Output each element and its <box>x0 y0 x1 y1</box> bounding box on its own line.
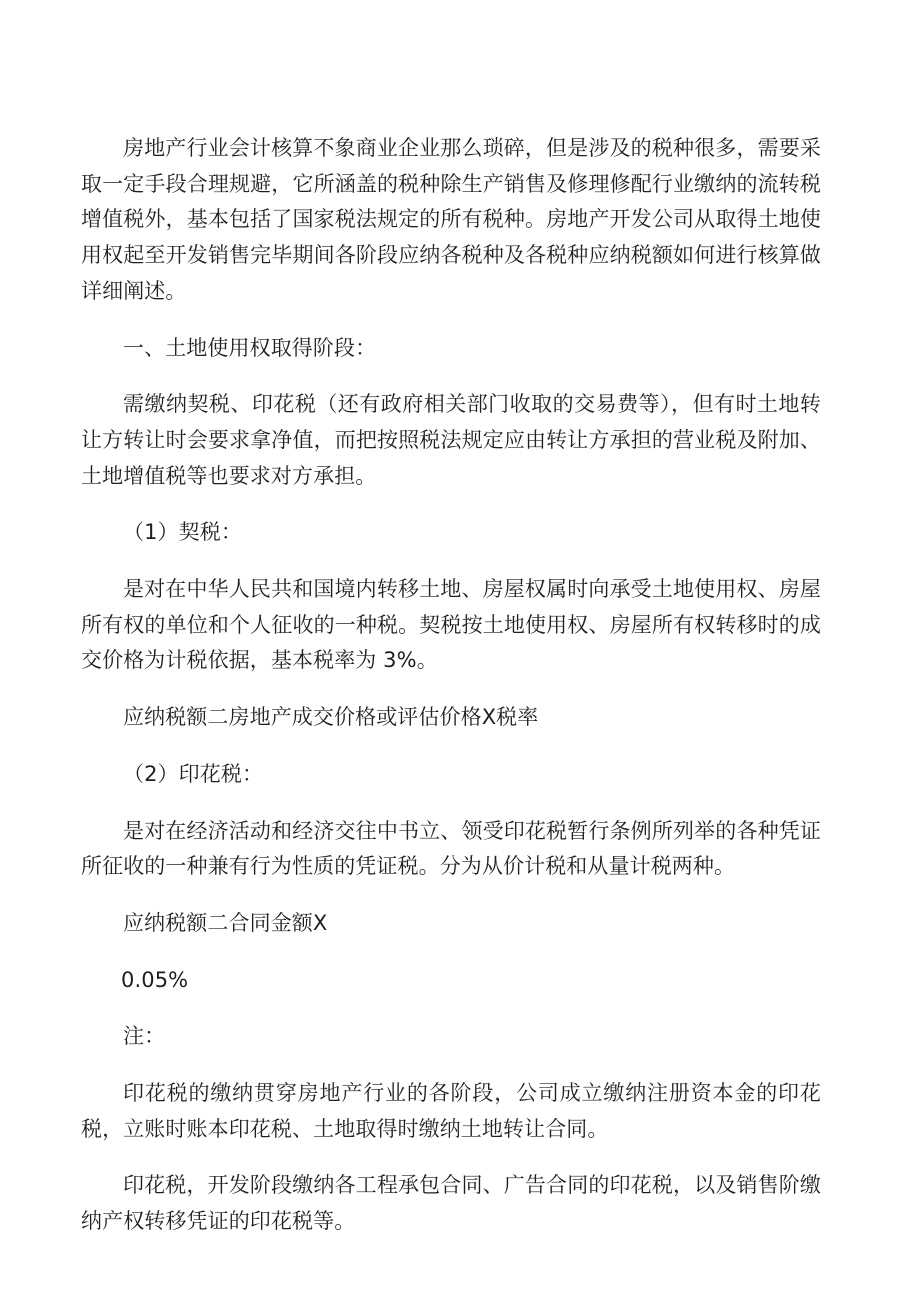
subheading-deed-tax: （1）契税： <box>123 520 242 545</box>
paragraph-taxes-required: 需缴纳契税、印花税（还有政府相关部门收取的交易费等），但有时土地转让方转让时会要求拿净值，而把按照税法规定应由转让方承担的营业税及附加、土地增值税等也要求对方承担。 <box>81 392 821 488</box>
formula-stamp-tax: 应纳税额二合同金额X <box>123 910 328 935</box>
paragraph-stamp-tax-definition: 是对在经济活动和经济交往中书立、领受印花税暂行条例所列举的各种凭证所征收的一种兼有行为性质的凭证税。分为从价计税和从量计税两种。 <box>81 818 821 879</box>
paragraph-stamp-tax-stages: 印花税，开发阶段缴纳各工程承包合同、广告合同的印花税，以及销售阶缴纳产权转移凭证的印花税等。 <box>81 1173 821 1234</box>
paragraph-intro: 房地产行业会计核算不象商业企业那么琐碎，但是涉及的税种很多，需要采取一定手段合理规避，它所涵盖的税种除生产销售及修理修配行业缴纳的流转税增值税外，基本包括了国家税法规定的所有税种。房地产开发公司从取得土地使用权起至开发销售完毕期间各阶段应纳各税种及各税种应纳税额如何进行核算做详细阐述。 <box>81 136 821 303</box>
paragraph-deed-tax-definition: 是对在中华人民共和国境内转移土地、房屋权属时向承受土地使用权、房屋所有权的单位和个人征收的一种税。契税按土地使用权、房屋所有权转移时的成交价格为计税依据，基本税率为 3%。 <box>81 577 821 673</box>
document-body <box>81 131 821 1261</box>
note-label: 注： <box>123 1024 166 1049</box>
section-heading-land-use-right: 一、土地使用权取得阶段： <box>123 335 377 360</box>
subheading-stamp-tax: （2）印花税： <box>123 761 264 786</box>
formula-stamp-tax-rate: 0.05% <box>121 967 189 992</box>
paragraph-stamp-tax-note: 印花税的缴纳贯穿房地产行业的各阶段，公司成立缴纳注册资本金的印花税，立账时账本印花税、土地取得时缴纳土地转让合同。 <box>81 1081 821 1141</box>
formula-deed-tax: 应纳税额二房地产成交价格或评估价格X税率 <box>123 705 539 730</box>
